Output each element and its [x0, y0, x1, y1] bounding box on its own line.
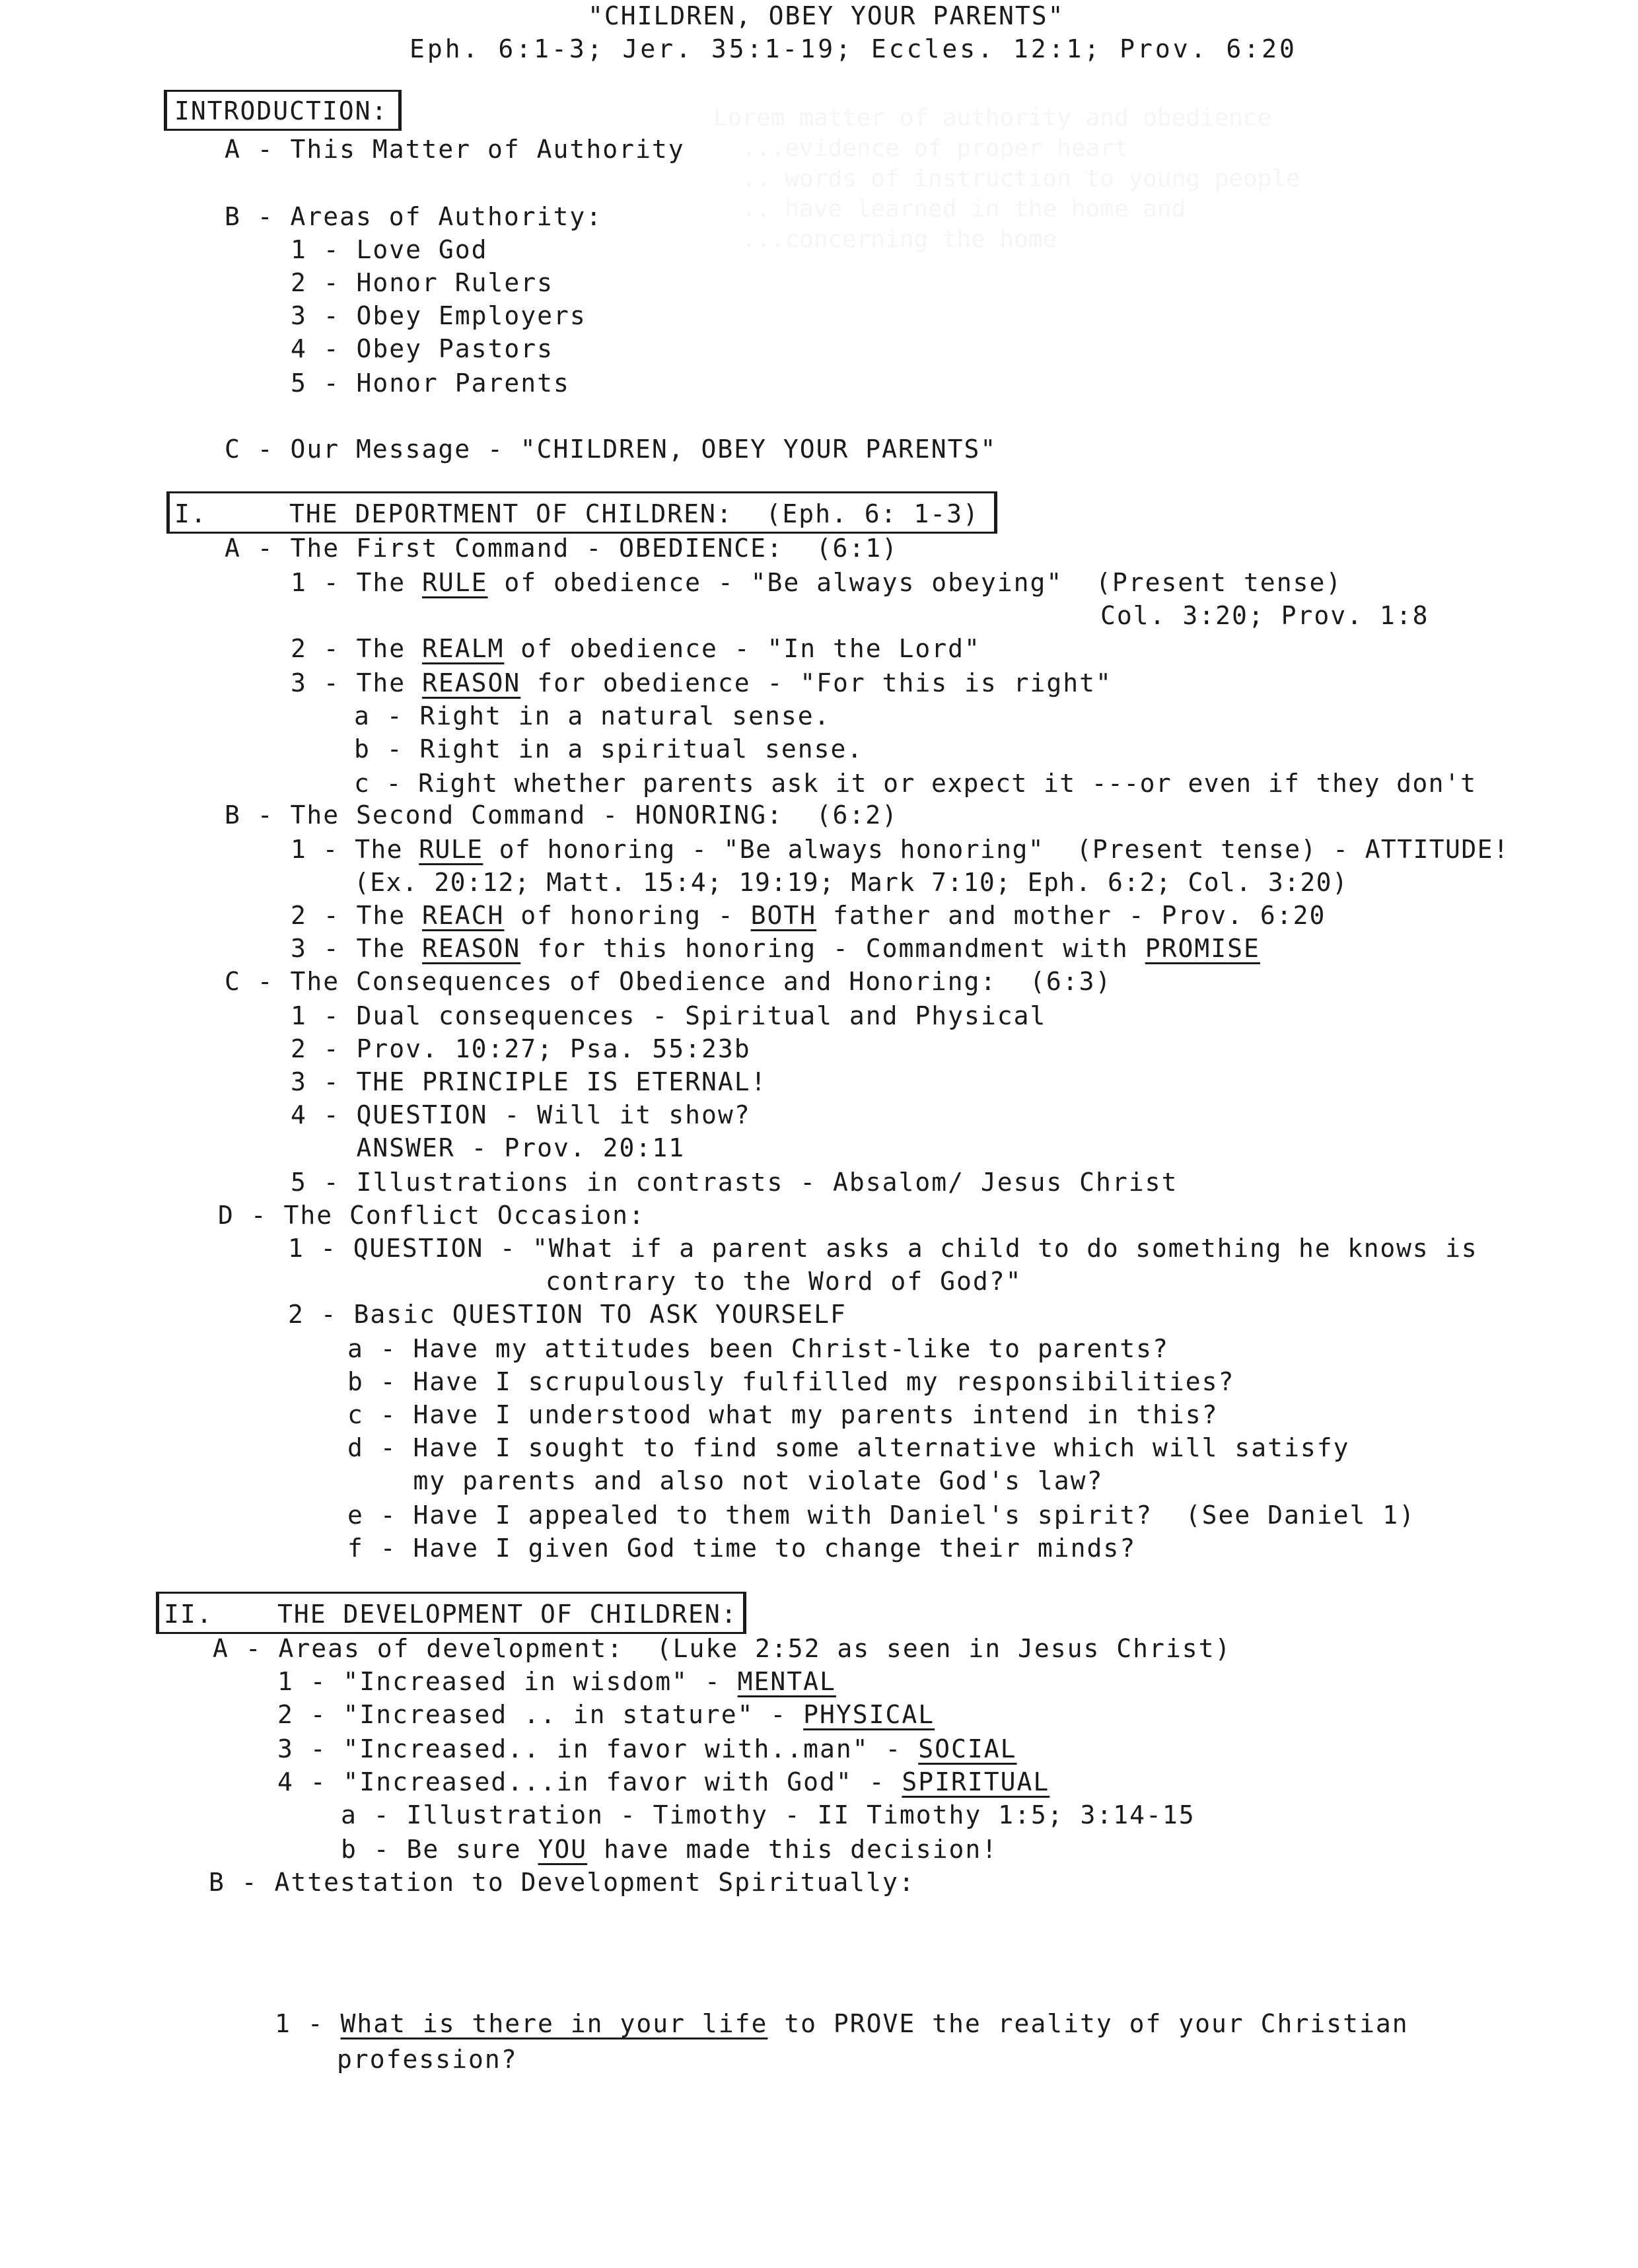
intro-c: C - Our Message - "CHILDREN, OBEY YOUR PARENTS"	[225, 435, 997, 464]
s1-B3: 3 - The REASON for this honoring - Commandment with PROMISE	[291, 934, 1260, 963]
intro-b-item: 3 - Obey Employers	[291, 301, 587, 330]
s2-A4: 4 - "Increased...in favor with God" - SPIRITUAL	[277, 1767, 1050, 1796]
s2-A1: 1 - "Increased in wisdom" - MENTAL	[277, 1667, 836, 1696]
s2-B1: 1 - What is there in your life to PROVE the reality of your Christian	[275, 2009, 1409, 2038]
s1-D2-item: b - Have I scrupulously fulfilled my responsibilities?	[347, 1367, 1235, 1396]
s1-C: C - The Consequences of Obedience and Honoring: (6:3)	[225, 967, 1112, 996]
s2-A3: 3 - "Increased.. in favor with..man" - SOCIAL	[277, 1734, 1017, 1763]
s1-C-item: ANSWER - Prov. 20:11	[291, 1133, 686, 1162]
s1-A1-refs: Col. 3:20; Prov. 1:8	[1100, 601, 1429, 630]
intro-b: B - Areas of Authority:	[225, 202, 603, 231]
s2-A4a: a - Illustration - Timothy - II Timothy 1:5; 3:14-15	[341, 1800, 1195, 1829]
s1-B: B - The Second Command - HONORING: (6:2)	[225, 800, 898, 830]
intro-b-item: 5 - Honor Parents	[291, 369, 570, 398]
s1-C-item: 4 - QUESTION - Will it show?	[291, 1100, 751, 1129]
s1-A3c: c - Right whether parents ask it or expect it ---or even if they don't	[354, 769, 1477, 798]
section1-heading-num: I.	[174, 499, 207, 528]
s2-A: A - Areas of development: (Luke 2:52 as seen in Jesus Christ)	[213, 1634, 1232, 1663]
s1-A3a: a - Right in a natural sense.	[354, 701, 831, 730]
s1-B1-refs: (Ex. 20:12; Matt. 15:4; 19:19; Mark 7:10; Eph. 6:2; Col. 3:20)	[354, 868, 1349, 897]
intro-b-item: 2 - Honor Rulers	[291, 268, 554, 297]
s1-A3: 3 - The REASON for obedience - "For this is right"	[291, 668, 1112, 697]
s1-D2-item: f - Have I given God time to change their minds?	[347, 1534, 1137, 1563]
s2-A4b: b - Be sure YOU have made this decision!	[341, 1835, 999, 1864]
s2-B: B - Attestation to Development Spiritually:	[209, 1868, 915, 1897]
s1-D2-item: my parents and also not violate God's law?	[347, 1466, 1104, 1495]
section1-heading-text: THE DEPORTMENT OF CHILDREN: (Eph. 6: 1-3)	[289, 499, 979, 528]
s1-C-item: 2 - Prov. 10:27; Psa. 55:23b	[291, 1034, 751, 1063]
intro-a: A - This Matter of Authority	[225, 135, 685, 164]
s1-B1: 1 - The RULE of honoring - "Be always honoring" (Present tense) - ATTITUDE!	[291, 835, 1510, 864]
section2-heading-num: II.	[164, 1600, 213, 1629]
s1-A1: 1 - The RULE of obedience - "Be always obeying" (Present tense)	[291, 568, 1343, 597]
s1-D1: 1 - QUESTION - "What if a parent asks a child to do something he knows is	[288, 1234, 1478, 1263]
s2-B1-cont: profession?	[337, 2045, 518, 2074]
s1-D1-cont: contrary to the Word of God?"	[546, 1267, 1022, 1296]
s1-D: D - The Conflict Occasion:	[218, 1201, 645, 1230]
scripture-references: Eph. 6:1-3; Jer. 35:1-19; Eccles. 12:1; Prov. 6:20	[410, 34, 1297, 63]
intro-b-item: 4 - Obey Pastors	[291, 334, 554, 363]
s1-D2-item: c - Have I understood what my parents intend in this?	[347, 1400, 1219, 1429]
s1-D2-item: a - Have my attitudes been Christ-like to parents?	[347, 1334, 1169, 1363]
intro-b-item: 1 - Love God	[291, 235, 488, 264]
s1-C-item: 1 - Dual consequences - Spiritual and Physical	[291, 1001, 1047, 1030]
section2-heading-text: THE DEVELOPMENT OF CHILDREN:	[277, 1600, 738, 1629]
s1-D2: 2 - Basic QUESTION TO ASK YOURSELF	[288, 1300, 847, 1329]
intro-heading: INTRODUCTION:	[174, 96, 388, 125]
s1-B2: 2 - The REACH of honoring - BOTH father and mother - Prov. 6:20	[291, 901, 1326, 930]
s1-A: A - The First Command - OBEDIENCE: (6:1)	[225, 534, 898, 563]
s1-C-item: 5 - Illustrations in contrasts - Absalom/ Jesus Christ	[291, 1168, 1178, 1197]
s1-C-item: 3 - THE PRINCIPLE IS ETERNAL!	[291, 1067, 767, 1096]
s1-A3b: b - Right in a spiritual sense.	[354, 734, 864, 763]
s1-D2-item: d - Have I sought to find some alternative which will satisfy	[347, 1433, 1350, 1462]
s1-A2: 2 - The REALM of obedience - "In the Lord"	[291, 634, 981, 663]
s1-D2-item: e - Have I appealed to them with Daniel's spirit? (See Daniel 1)	[347, 1501, 1416, 1530]
page-title: "CHILDREN, OBEY YOUR PARENTS"	[588, 1, 1065, 30]
bleed-through-text	[713, 73, 1300, 255]
s2-A2: 2 - "Increased .. in stature" - PHYSICAL	[277, 1700, 935, 1729]
